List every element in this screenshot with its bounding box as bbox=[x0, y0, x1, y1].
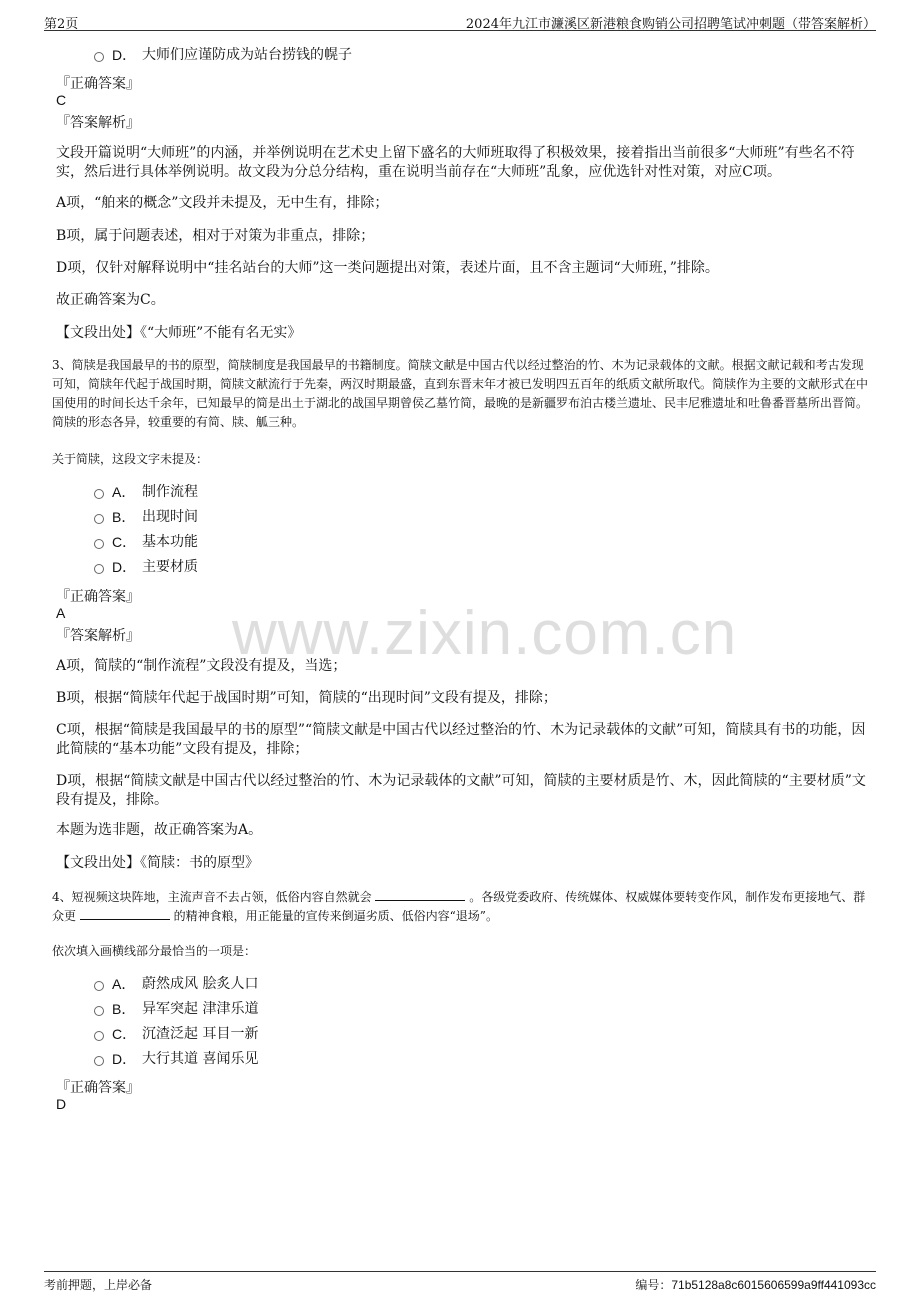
q2-analysis-label: 『答案解析』 bbox=[56, 115, 140, 131]
option-letter: A． bbox=[112, 484, 136, 500]
option-text: 沉渣泛起 耳目一新 bbox=[142, 1026, 259, 1042]
q4-passage-part: 的精神食粮，用正能量的宣传来倒逼劣质、低俗内容“退场”。 bbox=[173, 909, 498, 923]
q3-analysis-para: A项，简牍的“制作流程”文段没有提及，当选； bbox=[56, 658, 347, 674]
radio-icon[interactable] bbox=[94, 1056, 104, 1066]
footer-slogan: 考前押题，上岸必备 bbox=[44, 1278, 153, 1292]
q2-analysis-para: D项，仅针对解释说明中“挂名站台的大师”这一类问题提出对策，表述片面，且不含主题词“大师班，”排除。 bbox=[56, 260, 719, 276]
option-text: 出现时间 bbox=[142, 509, 198, 525]
q3-analysis-para: C项，根据“简牍是我国最早的书的原型”“简牍文献是中国古代以经过整治的竹、木为记录载体的文献”可知，简牍具有书的功能，因此简牍的“基本功能”文段有提及，排除； bbox=[56, 722, 866, 757]
option-text: 制作流程 bbox=[142, 484, 198, 500]
page-footer bbox=[44, 1271, 876, 1294]
q2-analysis-para: B项，属于问题表述，相对于对策为非重点，排除； bbox=[56, 228, 375, 244]
radio-icon[interactable] bbox=[94, 981, 104, 991]
q3-prompt: 关于简牍，这段文字未提及： bbox=[52, 452, 209, 466]
q3-option-d[interactable] bbox=[94, 557, 198, 577]
q3-answer-label: 『正确答案』 bbox=[56, 589, 140, 605]
q4-option-a[interactable] bbox=[94, 974, 258, 994]
fill-blank bbox=[375, 888, 465, 901]
q2-option-d[interactable] bbox=[94, 45, 352, 65]
q3-option-c[interactable] bbox=[94, 532, 198, 552]
radio-icon[interactable] bbox=[94, 514, 104, 524]
page-header bbox=[44, 10, 876, 31]
page-number: 第2页 bbox=[44, 17, 79, 32]
q4-passage-part: 。各级党委政府、传统媒体、权威媒体要转变作风，制作发布更接地气、群众更 bbox=[52, 890, 866, 923]
q2-analysis-para: A项，“舶来的概念”文段并未提及，无中生有，排除； bbox=[56, 195, 389, 211]
radio-icon[interactable] bbox=[94, 1006, 104, 1016]
document-id: 编号：71b5128a8c6015606599a9ff441093cc bbox=[635, 1278, 876, 1292]
option-text: 异军突起 津津乐道 bbox=[142, 1001, 259, 1017]
q4-answer-label: 『正确答案』 bbox=[56, 1080, 140, 1096]
radio-icon[interactable] bbox=[94, 564, 104, 574]
option-letter: D． bbox=[112, 559, 137, 575]
q3-analysis-para: D项，根据“简牍文献是中国古代以经过整治的竹、木为记录载体的文献”可知，简牍的主要材质是竹、木，因此简牍的“主要材质”文段有提及，排除。 bbox=[56, 773, 866, 808]
q4-option-b[interactable] bbox=[94, 999, 258, 1019]
q2-answer: C bbox=[56, 92, 67, 108]
q3-option-b[interactable] bbox=[94, 507, 198, 527]
option-text: 基本功能 bbox=[142, 534, 198, 550]
option-text: 大行其道 喜闻乐见 bbox=[142, 1051, 259, 1067]
watermark: www.zixin.com.cn bbox=[232, 599, 738, 668]
q3-analysis-para: B项，根据“简牍年代起于战国时期”可知，简牍的“出现时间”文段有提及，排除； bbox=[56, 690, 557, 706]
q3-passage: 3、简牍是我国最早的书的原型，简牍制度是我国最早的书籍制度。简牍文献是中国古代以经过整治的竹、木为记录载体的文献。根据文献记载和考古发现可知，简牍年代起于战国时期，简牍文献流行于先秦，两汉时期最盛，直到东晋末年才被已发明四五百年的纸质文献所取代。简牍作为主要的文献形式在中国使用的时间长达千余年，已知最早的简是出土于湖北的战国早期曾侯乙墓竹简，最晚的是新疆罗布泊古楼兰遗址、民丰尼雅遗址和吐鲁番晋墓所出晋简。简牍的形态各异，较重要的有简、牍、觚三种。 bbox=[52, 358, 869, 429]
q4-option-d[interactable] bbox=[94, 1049, 258, 1069]
option-letter: D． bbox=[112, 47, 137, 63]
q2-source: 【文段出处】《“大师班”不能有名无实》 bbox=[56, 325, 302, 341]
radio-icon[interactable] bbox=[94, 539, 104, 549]
document-title: 2024年九江市濂溪区新港粮食购销公司招聘笔试冲刺题（带答案解析） bbox=[465, 17, 876, 32]
q2-analysis-para: 故正确答案为C。 bbox=[56, 292, 165, 308]
q4-option-c[interactable] bbox=[94, 1024, 258, 1044]
option-letter: D． bbox=[112, 1051, 137, 1067]
option-letter: C． bbox=[112, 534, 137, 550]
q2-answer-label: 『正确答案』 bbox=[56, 76, 140, 92]
radio-icon[interactable] bbox=[94, 489, 104, 499]
radio-icon[interactable] bbox=[94, 52, 104, 62]
option-text: 主要材质 bbox=[142, 559, 198, 575]
option-letter: B． bbox=[112, 509, 136, 525]
fill-blank bbox=[80, 907, 170, 920]
q2-analysis-para: 文段开篇说明“大师班”的内涵，并举例说明在艺术史上留下盛名的大师班取得了积极效果，接着指出当前很多“大师班”有些名不符实，然后进行具体举例说明。故文段为分总分结构，重在说明当前存在“大师班”乱象，应优选针对性对策，对应C项。 bbox=[56, 145, 855, 180]
option-text: 蔚然成风 脍炙人口 bbox=[142, 976, 259, 992]
q3-option-a[interactable] bbox=[94, 482, 198, 502]
q4-prompt: 依次填入画横线部分最恰当的一项是： bbox=[52, 944, 257, 958]
option-letter: B． bbox=[112, 1001, 136, 1017]
q3-analysis-para: 本题为选非题，故正确答案为A。 bbox=[56, 822, 263, 838]
q3-analysis-label: 『答案解析』 bbox=[56, 628, 140, 644]
q4-answer: D bbox=[56, 1096, 67, 1112]
q4-passage-part: 4、短视频这块阵地，主流声音不去占领，低俗内容自然就会 bbox=[52, 890, 372, 904]
q4-passage bbox=[52, 888, 872, 926]
q3-answer: A bbox=[56, 605, 66, 621]
q3-source: 【文段出处】《简牍：书的原型》 bbox=[56, 855, 259, 871]
option-letter: C． bbox=[112, 1026, 137, 1042]
radio-icon[interactable] bbox=[94, 1031, 104, 1041]
option-text: 大师们应谨防成为站台捞钱的幌子 bbox=[142, 47, 352, 63]
option-letter: A． bbox=[112, 976, 136, 992]
